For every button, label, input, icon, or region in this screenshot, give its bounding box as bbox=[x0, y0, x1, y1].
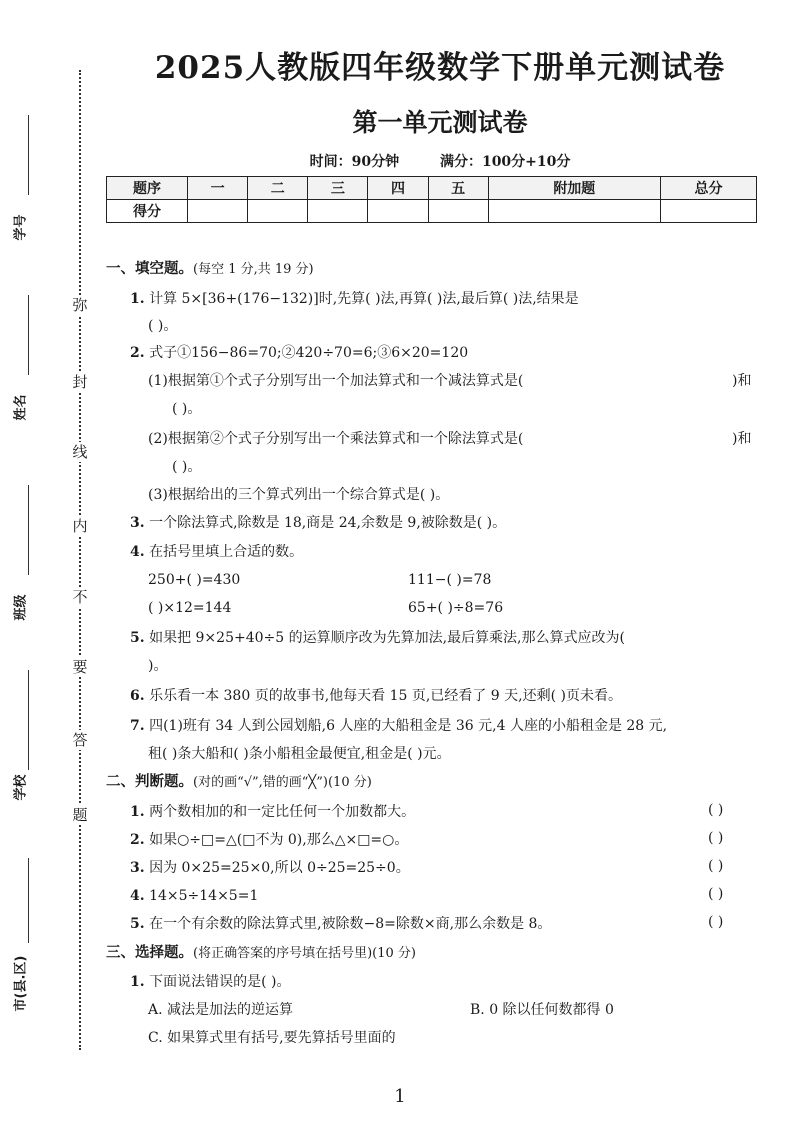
question-1-5-cont: )。 bbox=[148, 658, 168, 674]
binding-char: 弥 bbox=[70, 295, 90, 315]
binding-char: 线 bbox=[70, 442, 90, 462]
option-c: C. 如果算式里有括号,要先算括号里面的 bbox=[148, 1030, 396, 1046]
binding-char: 答 bbox=[70, 730, 90, 750]
exam-time: 时间：90分钟 bbox=[309, 154, 400, 170]
option-a: A. 减法是加法的逆运算 bbox=[148, 1002, 294, 1018]
binding-char: 要 bbox=[70, 657, 90, 677]
unit-subtitle: 第一单元测试卷 bbox=[352, 108, 528, 137]
score-input-cell[interactable] bbox=[368, 200, 428, 223]
question-number: 1. bbox=[130, 804, 145, 820]
question-text: 如果把 9×25+40÷5 的运算顺序改为先算加法,最后算乘法,那么算式应改为( bbox=[149, 630, 625, 646]
question-number: 6. bbox=[130, 688, 145, 704]
question-3-1 bbox=[130, 972, 290, 992]
question-text: 式子①156−86=70;②420÷70=6;③6×20=120 bbox=[149, 345, 469, 361]
score-table-header-row bbox=[107, 177, 757, 200]
question-number: 1. bbox=[130, 974, 145, 990]
section1-note: (每空 1 分,共 19 分) bbox=[193, 262, 314, 277]
student-id-label: 学号 bbox=[13, 214, 29, 241]
score-cell: 总分 bbox=[661, 177, 757, 200]
answer-paren[interactable]: ( ) bbox=[708, 886, 724, 902]
score-input-cell[interactable] bbox=[488, 200, 660, 223]
score-cell: 五 bbox=[428, 177, 488, 200]
section3-note: (将正确答案的序号填在括号里)(10 分) bbox=[193, 946, 416, 961]
score-cell: 附加题 bbox=[488, 177, 660, 200]
question-number: 2. bbox=[130, 832, 145, 848]
binding-char: 封 bbox=[70, 372, 90, 392]
score-cell: 四 bbox=[368, 177, 428, 200]
question-1-1 bbox=[130, 289, 579, 309]
question-text: 在一个有余数的除法算式里,被除数−8=除数×商,那么余数是 8。 bbox=[149, 916, 552, 932]
question-text: 在括号里填上合适的数。 bbox=[149, 544, 304, 560]
question-number: 2. bbox=[130, 345, 145, 361]
score-input-cell[interactable] bbox=[188, 200, 248, 223]
exam-title: 2025人教版四年级数学下册单元测试卷 bbox=[154, 50, 726, 86]
section1-title: 一、填空题。 bbox=[106, 260, 193, 277]
score-table-score-row bbox=[107, 200, 757, 223]
question-number: 5. bbox=[130, 630, 145, 646]
section2-heading bbox=[106, 772, 372, 793]
section3-heading bbox=[106, 943, 416, 964]
district-line bbox=[28, 858, 29, 943]
question-text: 因为 0×25=25×0,所以 0÷25=25÷0。 bbox=[149, 860, 410, 876]
section3-title: 三、选择题。 bbox=[106, 944, 193, 961]
question-1-1-cont: ( )。 bbox=[148, 318, 178, 334]
judge-item bbox=[130, 914, 551, 934]
question-1-2-sub1-and: )和 bbox=[732, 373, 752, 389]
name-label: 姓名 bbox=[13, 394, 29, 421]
question-1-2-sub2: (2)根据第②个式子分别写出一个乘法算式和一个除法算式是( bbox=[148, 431, 524, 447]
exam-meta bbox=[110, 151, 770, 171]
score-cell: 三 bbox=[308, 177, 368, 200]
score-input-cell[interactable] bbox=[248, 200, 308, 223]
name-line bbox=[28, 295, 29, 375]
class-line bbox=[28, 485, 29, 575]
fill-item: 250+( )=430 bbox=[148, 572, 241, 588]
section1-heading bbox=[106, 259, 314, 280]
score-cell: 一 bbox=[188, 177, 248, 200]
judge-item bbox=[130, 886, 258, 906]
question-1-5 bbox=[130, 628, 625, 648]
question-text: 乐乐看一本 380 页的故事书,他每天看 15 页,已经看了 9 天,还剩( )页未看。 bbox=[149, 688, 622, 704]
question-number: 3. bbox=[130, 515, 145, 531]
question-1-6 bbox=[130, 686, 622, 706]
binding-dotted-line bbox=[79, 70, 81, 1050]
binding-char: 内 bbox=[70, 516, 90, 536]
judge-item bbox=[130, 802, 415, 822]
binding-char: 不 bbox=[70, 587, 90, 607]
binding-char: 题 bbox=[70, 805, 90, 825]
question-1-4 bbox=[130, 542, 303, 562]
question-1-2 bbox=[130, 343, 468, 363]
answer-paren[interactable]: ( ) bbox=[708, 914, 724, 930]
score-cell: 题序 bbox=[107, 177, 188, 200]
answer-paren[interactable]: ( ) bbox=[708, 830, 724, 846]
question-number: 4. bbox=[130, 544, 145, 560]
class-label: 班级 bbox=[13, 594, 29, 621]
question-1-2-sub2-and: )和 bbox=[732, 431, 752, 447]
section2-note: (对的画“√”,错的画“╳”)(10 分) bbox=[193, 775, 372, 790]
judge-item bbox=[130, 830, 408, 850]
question-1-7 bbox=[130, 716, 667, 736]
question-text: 两个数相加的和一定比任何一个加数都大。 bbox=[149, 804, 416, 820]
question-number: 7. bbox=[130, 718, 145, 734]
question-1-2-sub1: (1)根据第①个式子分别写出一个加法算式和一个减法算式是( bbox=[148, 373, 524, 389]
question-text: 下面说法错误的是( )。 bbox=[149, 974, 291, 990]
question-1-3 bbox=[130, 513, 506, 533]
score-cell: 二 bbox=[248, 177, 308, 200]
question-text: 14×5÷14×5=1 bbox=[149, 888, 259, 904]
question-1-2-sub3: (3)根据给出的三个算式列出一个综合算式是( )。 bbox=[148, 487, 450, 503]
page-number: 1 bbox=[394, 1086, 406, 1107]
score-input-cell[interactable] bbox=[308, 200, 368, 223]
student-id-line bbox=[28, 115, 29, 195]
question-text: 计算 5×[36+(176−132)]时,先算( )法,再算( )法,最后算( )法,结果是 bbox=[149, 291, 579, 307]
district-label: 市(县.区) bbox=[13, 955, 29, 1012]
question-text: 如果○÷□=△(□不为 0),那么△×□=○。 bbox=[149, 832, 409, 848]
answer-paren[interactable]: ( ) bbox=[708, 802, 724, 818]
score-input-cell[interactable] bbox=[428, 200, 488, 223]
question-1-7-cont: 租( )条大船和( )条小船租金最便宜,租金是( )元。 bbox=[148, 746, 451, 762]
question-1-2-sub1-cont: ( )。 bbox=[172, 401, 202, 417]
exam-full-score: 满分：100分+10分 bbox=[439, 154, 571, 170]
school-line bbox=[28, 670, 29, 770]
judge-item bbox=[130, 858, 410, 878]
question-number: 4. bbox=[130, 888, 145, 904]
score-table bbox=[106, 176, 757, 223]
score-row-label: 得分 bbox=[107, 200, 188, 223]
question-text: 一个除法算式,除数是 18,商是 24,余数是 9,被除数是( )。 bbox=[149, 515, 507, 531]
question-number: 5. bbox=[130, 916, 145, 932]
question-1-2-sub2-cont: ( )。 bbox=[172, 459, 202, 475]
answer-paren[interactable]: ( ) bbox=[708, 858, 724, 874]
question-text: 四(1)班有 34 人到公园划船,6 人座的大船租金是 36 元,4 人座的小船租金是 28 元, bbox=[149, 718, 668, 734]
school-label: 学校 bbox=[13, 774, 29, 801]
question-number: 3. bbox=[130, 860, 145, 876]
question-number: 1. bbox=[130, 291, 145, 307]
score-input-cell[interactable] bbox=[661, 200, 757, 223]
fill-item: ( )×12=144 bbox=[148, 600, 232, 616]
option-b: B. 0 除以任何数都得 0 bbox=[470, 1002, 614, 1018]
section2-title: 二、判断题。 bbox=[106, 773, 193, 790]
fill-item: 111−( )=78 bbox=[408, 572, 492, 588]
fill-item: 65+( )÷8=76 bbox=[408, 600, 504, 616]
